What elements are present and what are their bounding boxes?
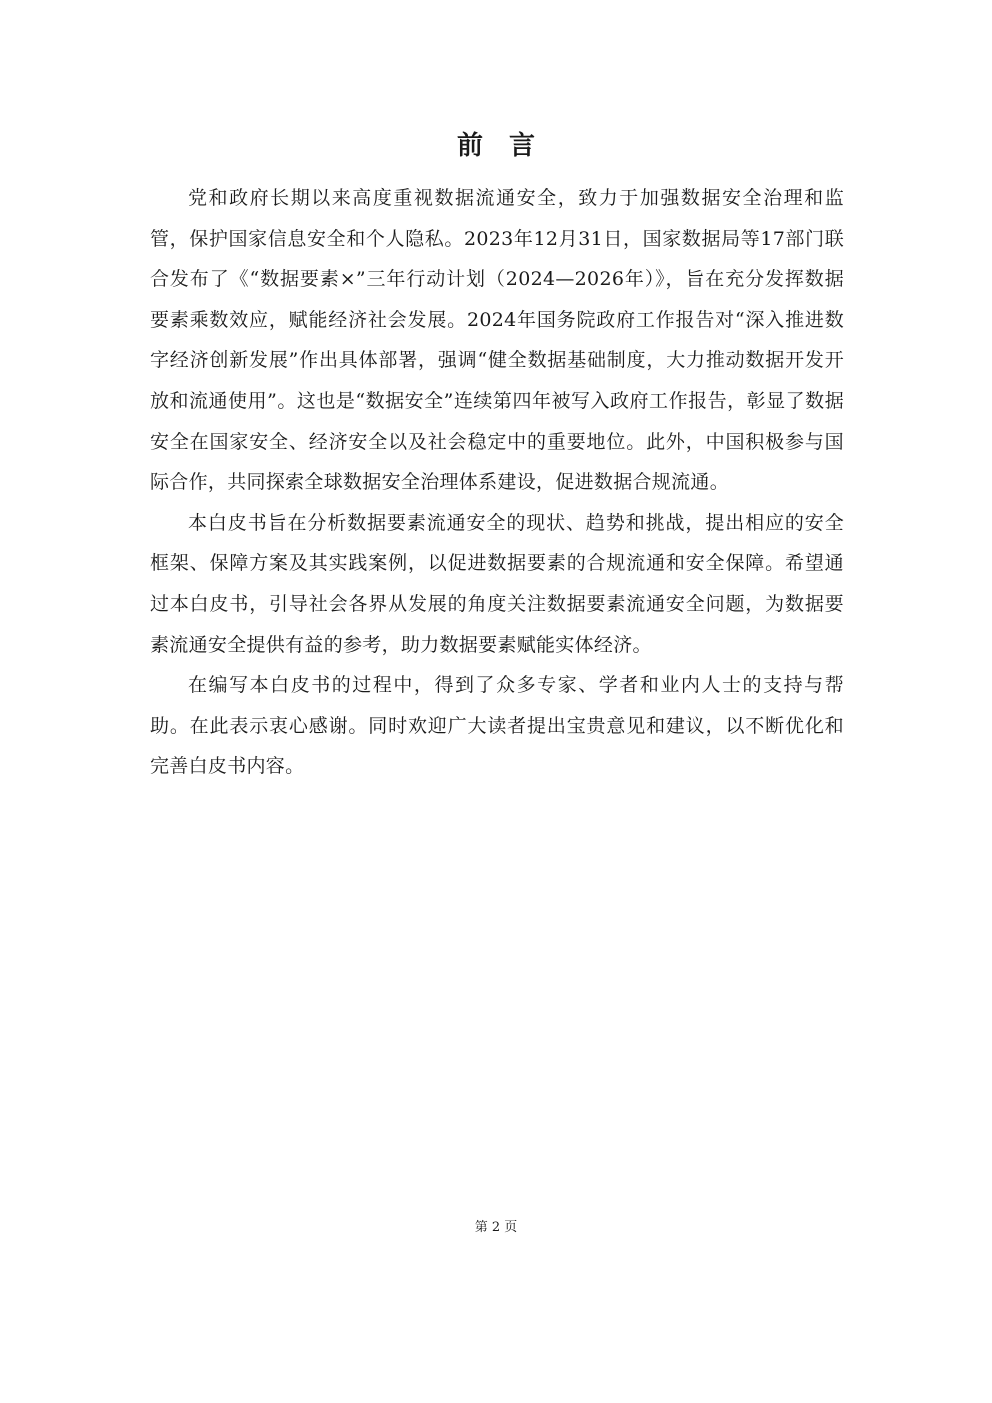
preface-body [150, 178, 844, 787]
page-title: 前言 [456, 131, 561, 161]
paragraph-3: 在编写本白皮书的过程中，得到了众多专家、学者和业内人士的支持与帮助。在此表示衷心感谢。同时欢迎广大读者提出宝贵意见和建议，以不断优化和完善白皮书内容。 [150, 674, 844, 778]
paragraph-1: 党和政府长期以来高度重视数据流通安全，致力于加强数据安全治理和监管，保护国家信息安全和个人隐私。2023年12月31日，国家数据局等17部门联合发布了《“数据要素×”三年行动计划（2024—2026年）》，旨在充分发挥数据要素乘数效应，赋能经济社会发展。2024年国务院政府工作报告对“深入推进数字经济创新发展”作出具体部署，强调“健全数据基础制度，大力推动数据开发开放和流通使用”。这也是“数据安全”连续第四年被写入政府工作报告，彰显了数据安全在国家安全、经济安全以及社会稳定中的重要地位。此外，中国积极参与国际合作，共同探索全球数据安全治理体系建设，促进数据合规流通。 [150, 187, 844, 494]
page-number: 第 2 页 [474, 1220, 518, 1235]
paragraph-2: 本白皮书旨在分析数据要素流通安全的现状、趋势和挑战，提出相应的安全框架、保障方案及其实践案例，以促进数据要素的合规流通和安全保障。希望通过本白皮书，引导社会各界从发展的角度关注数据要素流通安全问题，为数据要素流通安全提供有益的参考，助力数据要素赋能实体经济。 [150, 511, 844, 656]
